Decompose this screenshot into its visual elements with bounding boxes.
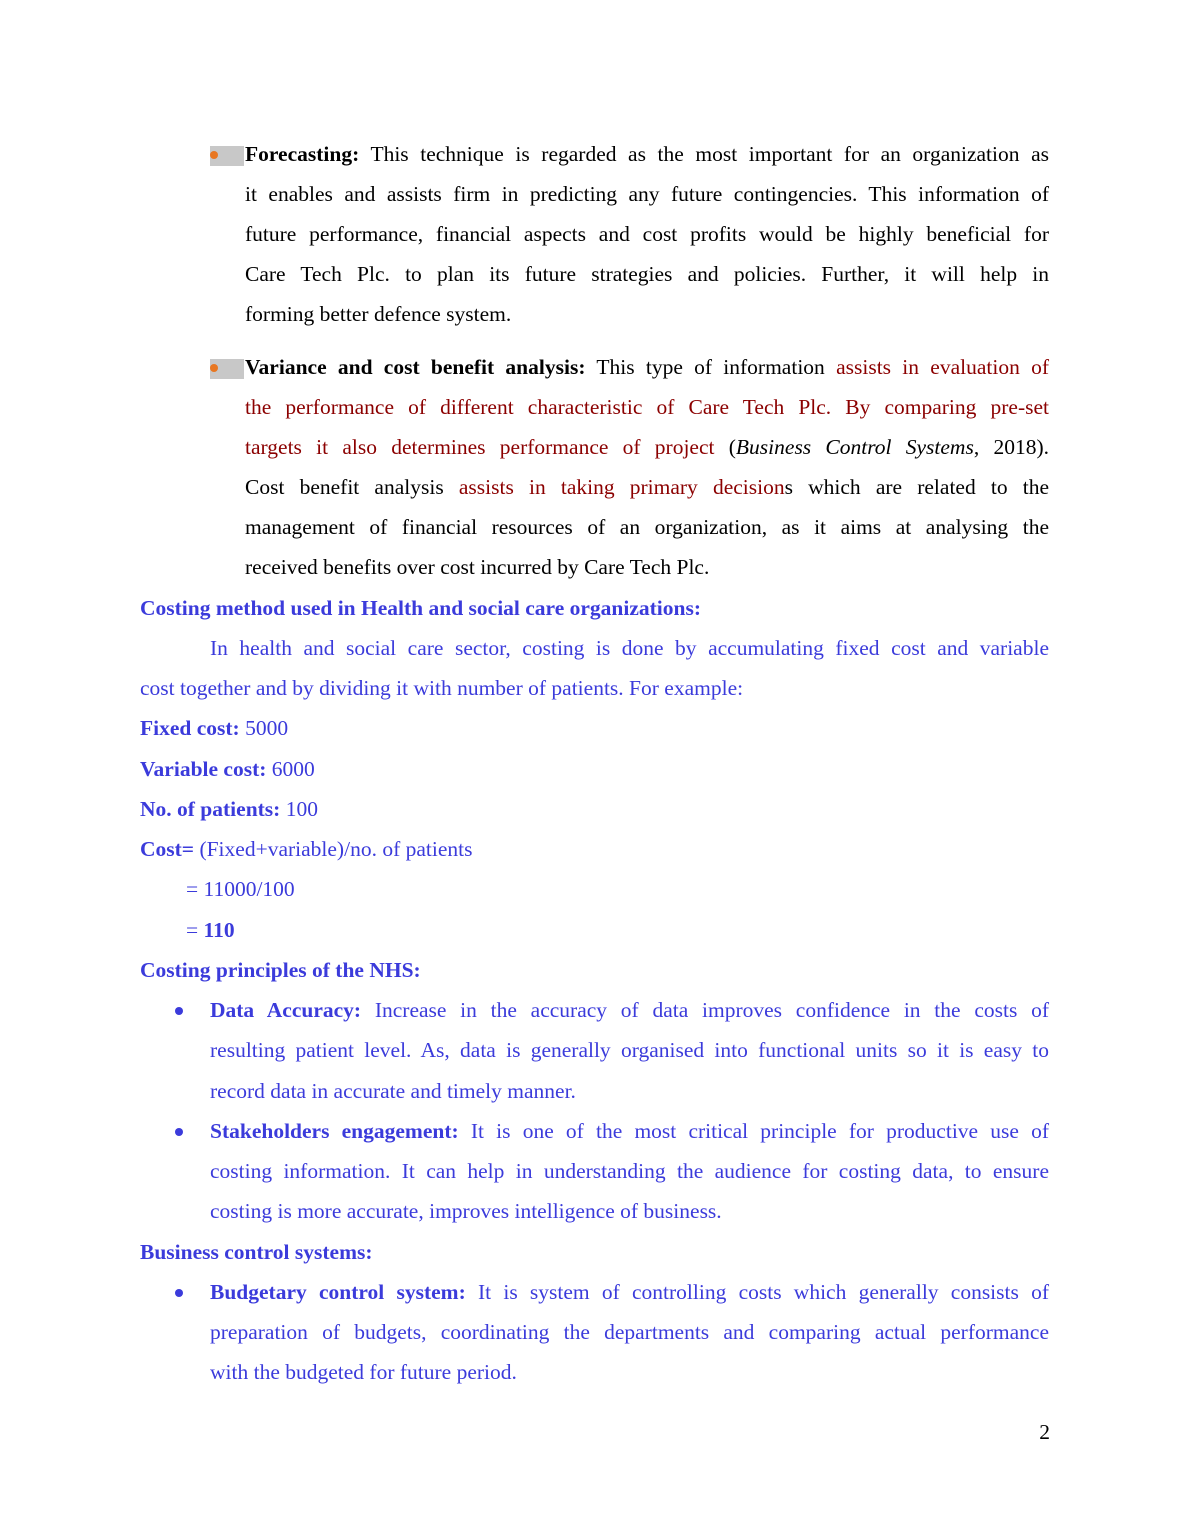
variance-text-4a: Cost benefit analysis (245, 475, 444, 499)
forecasting-text-1: This technique is regarded as the most important for an organization as (370, 142, 1049, 166)
stakeholders-text-1: It is one of the most critical principle for productive use of (470, 1119, 1050, 1143)
variable-cost-row (140, 755, 315, 783)
variance-line-1 (245, 353, 1049, 381)
patients-row (140, 795, 318, 823)
cost-step-2-eq: = (186, 918, 199, 942)
cost-step-2 (186, 916, 235, 944)
budgetary-term: Budgetary control system: (210, 1280, 466, 1304)
variance-line-2 (245, 393, 1049, 421)
bullet-icon (175, 1128, 183, 1136)
citation-title: Business Control Systems (735, 435, 974, 459)
cost-step-1-text: = 11000/100 (186, 877, 295, 901)
variance-text-6: received benefits over cost incurred by Care Tech Plc. (245, 555, 710, 579)
budgetary-line-3 (210, 1358, 517, 1386)
page-number: 2 (1039, 1420, 1050, 1444)
stakeholders-line-1 (210, 1117, 1049, 1145)
data-accuracy-text-2: resulting patient level. As, data is generally organised into functional units so it is easy to (210, 1038, 1049, 1062)
forecasting-line-3 (245, 220, 1049, 248)
cost-result-value: 110 (203, 918, 235, 942)
variance-text-4c: s which are related to the (784, 475, 1049, 499)
stakeholders-line-3 (210, 1197, 722, 1225)
variance-line-4 (245, 473, 1049, 501)
citation-year: , 2018). (973, 435, 1049, 459)
stakeholders-text-3: costing is more accurate, improves intelligence of business. (210, 1199, 722, 1223)
budgetary-text-3: with the budgeted for future period. (210, 1360, 517, 1384)
nhs-principles-heading-text: Costing principles of the NHS: (140, 958, 421, 982)
citation-open: ( (728, 435, 736, 459)
forecasting-text-2: it enables and assists firm in predicting any future contingencies. This information of (245, 182, 1049, 206)
data-accuracy-text-3: record data in accurate and timely manner. (210, 1079, 576, 1103)
fixed-cost-row (140, 714, 288, 742)
data-accuracy-line-2 (210, 1036, 1049, 1064)
budgetary-text-1: It is system of controlling costs which generally consists of (477, 1280, 1050, 1304)
business-control-heading (140, 1238, 373, 1266)
data-accuracy-line-3 (210, 1077, 576, 1105)
cost-formula: (Fixed+variable)/no. of patients (199, 837, 473, 861)
variable-cost-value: 6000 (271, 757, 315, 781)
costing-method-heading-text: Costing method used in Health and social care organizations: (140, 596, 702, 620)
variance-line-5 (245, 513, 1049, 541)
budgetary-text-2: preparation of budgets, coordinating the departments and comparing actual performance (210, 1320, 1049, 1344)
forecasting-text-3: future performance, financial aspects and cost profits would be highly beneficial for (245, 222, 1049, 246)
forecasting-text-5: forming better defence system. (245, 302, 512, 326)
patients-value: 100 (285, 797, 318, 821)
forecasting-text-4: Care Tech Plc. to plan its future strategies and policies. Further, it will help in (245, 262, 1049, 286)
bullet-icon (175, 1007, 183, 1015)
fixed-cost-value: 5000 (245, 716, 289, 740)
cost-formula-row (140, 835, 472, 863)
data-accuracy-text-1: Increase in the accuracy of data improves confidence in the costs of (374, 998, 1049, 1022)
stakeholders-term: Stakeholders engagement: (210, 1119, 459, 1143)
forecasting-line-2 (245, 180, 1049, 208)
data-accuracy-term: Data Accuracy: (210, 998, 362, 1022)
bullet-icon (210, 146, 244, 166)
costing-method-para-text-2: cost together and by dividing it with number of patients. For example: (140, 676, 744, 700)
variance-text-3a: targets it also determines performance of project (245, 435, 715, 459)
variance-text-5: management of financial resources of an organization, as it aims at analysing the (245, 515, 1049, 539)
forecasting-line-1 (245, 140, 1049, 168)
nhs-principles-heading (140, 956, 421, 984)
cost-step-1 (186, 875, 295, 903)
variance-text-1b: assists in evaluation of (836, 355, 1050, 379)
bullet-icon (175, 1289, 183, 1297)
variance-text-2: the performance of different characteristic of Care Tech Plc. By comparing pre-set (245, 395, 1049, 419)
budgetary-line-1 (210, 1278, 1049, 1306)
fixed-cost-label: Fixed cost: (140, 716, 240, 740)
cost-label: Cost= (140, 837, 195, 861)
bullet-icon (210, 359, 244, 379)
variance-term: Variance and cost benefit analysis: (245, 355, 586, 379)
business-control-heading-text: Business control systems: (140, 1240, 373, 1264)
variance-text-1a: This type of information (596, 355, 825, 379)
forecasting-line-4 (245, 260, 1049, 288)
budgetary-line-2 (210, 1318, 1049, 1346)
stakeholders-line-2 (210, 1157, 1049, 1185)
forecasting-line-5 (245, 300, 511, 328)
costing-method-para-line-2 (140, 674, 743, 702)
costing-method-heading (140, 594, 701, 622)
variance-text-4b: assists in taking primary decision (458, 475, 785, 499)
forecasting-term: Forecasting: (245, 142, 360, 166)
patients-label: No. of patients: (140, 797, 281, 821)
variable-cost-label: Variable cost: (140, 757, 267, 781)
stakeholders-text-2: costing information. It can help in understanding the audience for costing data, to ensure (210, 1159, 1049, 1183)
data-accuracy-line-1 (210, 996, 1049, 1024)
variance-line-6 (245, 553, 709, 581)
costing-method-para-line-1 (210, 634, 1049, 662)
variance-line-3 (245, 433, 1049, 461)
costing-method-para-text-1: In health and social care sector, costing is done by accumulating fixed cost and variable (210, 636, 1049, 660)
